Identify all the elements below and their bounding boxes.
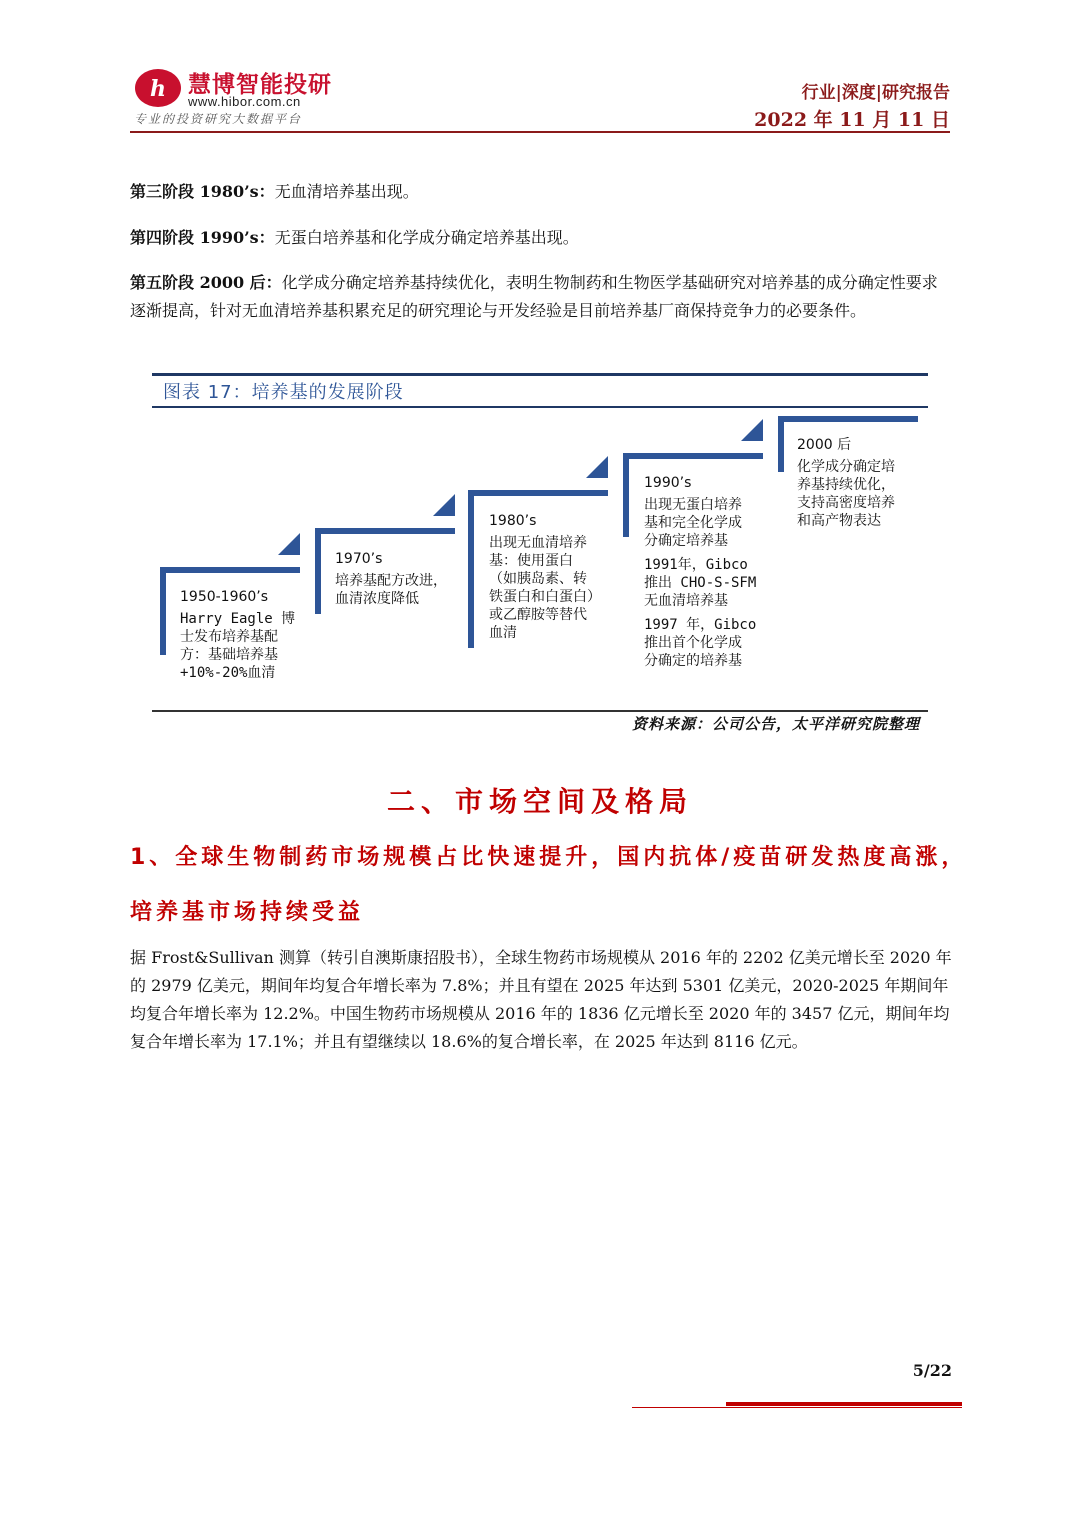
figure-title: 图表 17：培养基的发展阶段	[163, 382, 404, 403]
market-size-paragraph: 据 Frost&Sullivan 测算（转引自澳斯康招股书），全球生物药市场规模从 2016 年的 2202 亿美元增长至 2020 年的 2979 亿美元，期间年均复合年增长率为 7.8%；并且有望在 2025 年达到 5301 亿美元，2020-2025 年期间年均复合年增长率为 12.2%。中国生物药市场规模从 2016 年的 1836 亿元增长至 2020 年的 3457 亿元，期间年均复合年增长率为 17.1%；并且有望继续以 18.6%的复合增长率，在 2025 年达到 8116 亿元。	[130, 948, 952, 1051]
stage-line: 养基持续优化，	[797, 477, 895, 493]
stage-line: Harry Eagle 博	[180, 611, 296, 627]
stage-line: 1991年，Gibco	[644, 557, 748, 573]
svg-text:h: h	[150, 76, 166, 102]
header-divider	[130, 131, 950, 133]
stage-line: 和高产物表达	[797, 513, 881, 529]
subsection-heading-line2: 培养基市场持续受益	[130, 900, 365, 925]
stage-line: 1997 年，Gibco	[644, 617, 757, 633]
stage-1990s	[644, 474, 756, 670]
figure-bottom-rule	[152, 710, 928, 712]
stage-line: 推出 CHO-S-SFM	[644, 575, 757, 591]
stage-line: 基：使用蛋白	[489, 553, 573, 569]
section-heading: 二、市场空间及格局	[386, 785, 693, 818]
stage-1970s	[335, 550, 447, 608]
footer-accent-rule	[726, 1402, 962, 1406]
logo-url[interactable]: www.hibor.com.cn	[188, 94, 301, 109]
stage-line: 血清	[489, 625, 517, 641]
stage-line: 无血清培养基	[644, 593, 728, 609]
stage-1980s	[489, 512, 601, 642]
stage3-paragraph	[130, 178, 952, 206]
figure-source: 资料来源：公司公告，太平洋研究院整理	[631, 715, 920, 733]
stage-1950s	[180, 588, 295, 682]
stage-line: 支持高密度培养	[797, 495, 895, 511]
stage-line: 分确定的培养基	[644, 653, 742, 669]
stage5-label: 第五阶段 2000 后：	[130, 273, 282, 292]
stage-line: 培养基配方改进，	[335, 573, 447, 589]
footer-rule	[632, 1407, 962, 1408]
stage-line: 士发布培养基配	[180, 629, 278, 645]
stage-line: 基和完全化学成	[644, 515, 742, 531]
stage-line: （如胰岛素、转	[489, 571, 587, 587]
stage3-label: 第三阶段 1980’s：	[130, 182, 275, 201]
stage4-paragraph	[130, 224, 952, 252]
hibor-logo-icon	[134, 68, 182, 108]
stage-year: 1980’s	[489, 513, 537, 529]
logo-name: 慧博智能投研	[188, 72, 332, 98]
page-number: 5/22	[912, 1361, 952, 1380]
stage-year: 1970’s	[335, 551, 383, 567]
stage-line: +10%-20%血清	[180, 665, 276, 681]
stage-year: 1990’s	[644, 475, 692, 491]
stage4-label: 第四阶段 1990’s：	[130, 228, 275, 247]
logo-slogan: 专业的投资研究大数据平台	[134, 112, 303, 126]
stage4-text: 无蛋白培养基和化学成分确定培养基出现。	[274, 228, 579, 247]
stage-line: 出现无蛋白培养	[644, 497, 742, 513]
stage-line: 铁蛋白和白蛋白）	[489, 589, 601, 605]
report-date: 2022 年 11 月 11 日	[754, 109, 950, 131]
stage-line: 血清浓度降低	[335, 591, 419, 607]
stage-year: 1950-1960’s	[180, 589, 269, 605]
stage5-text: 化学成分确定培养基持续优化，表明生物制药和生物医学基础研究对培养基的成分确定性要求逐渐提高，针对无血清培养基积累充足的研究理论与开发经验是目前培养基厂商保持竞争力的必要条件。	[130, 273, 938, 320]
stage-year: 2000 后	[797, 437, 852, 453]
stage-line: 出现无血清培养	[489, 535, 587, 551]
stage-line: 推出首个化学成	[644, 635, 742, 651]
figure-title-rule	[152, 406, 928, 408]
stage-line: 化学成分确定培	[797, 459, 895, 475]
stage-line: 分确定培养基	[644, 533, 728, 549]
stage-2000s	[797, 436, 895, 530]
stage-line: 或乙醇胺等替代	[489, 607, 587, 623]
figure-top-rule	[152, 373, 928, 376]
stage3-text: 无血清培养基出现。	[274, 182, 419, 201]
stage-line: 方：基础培养基	[180, 647, 278, 663]
subsection-heading-line1: 1、全球生物制药市场规模占比快速提升，国内抗体/疫苗研发热度高涨，	[130, 845, 968, 870]
stage5-paragraph	[130, 269, 952, 325]
report-category: 行业|深度|研究报告	[801, 83, 950, 103]
